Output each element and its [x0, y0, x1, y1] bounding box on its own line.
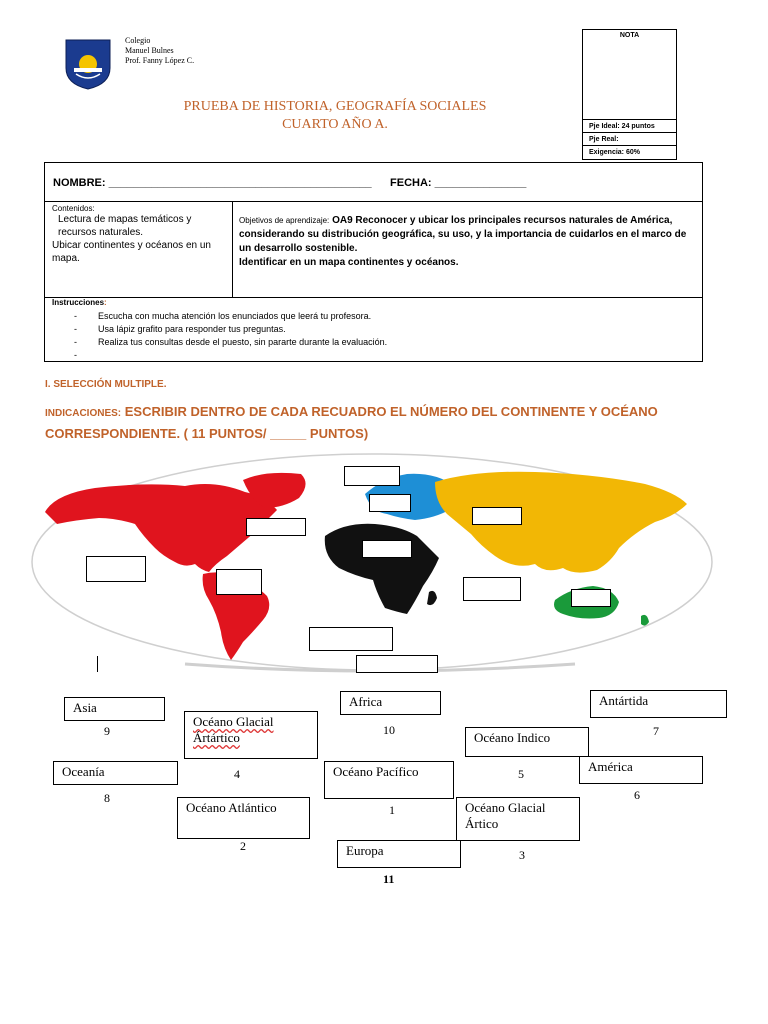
instruction-text: Realiza tus consultas desde el puesto, sin pararte durante la evaluación.	[98, 337, 388, 347]
option-africa: Africa	[340, 691, 441, 715]
instructions-colon: :	[104, 298, 107, 307]
list-dash: -	[74, 311, 77, 321]
instructions-list	[52, 310, 387, 362]
grade-box	[582, 29, 677, 160]
answer-box-antarctica[interactable]	[356, 655, 438, 673]
name-date-row	[53, 177, 526, 189]
school-info	[125, 36, 194, 66]
option-oceano-glacial-artico: Océano Glacial Ártico	[456, 797, 580, 841]
exam-title-line-1: PRUEBA DE HISTORIA, GEOGRAFÍA SOCIALES	[183, 99, 487, 114]
instruction-text: Escucha con mucha atención los enunciados que leerá tu profesora.	[98, 311, 372, 321]
option-oceano-glacial-artartico	[184, 711, 318, 759]
option-number: 10	[383, 723, 395, 737]
requirement: Exigencia: 60%	[583, 145, 676, 159]
option-europa: Europa	[337, 840, 461, 868]
section-indications	[45, 402, 705, 444]
objectives-text-2: Identificar en un mapa continentes y océanos.	[239, 257, 459, 268]
exam-title	[140, 98, 530, 134]
answer-box-asia[interactable]	[472, 507, 522, 525]
instructions-heading	[52, 298, 107, 307]
instructions-label: Instrucciones	[52, 298, 105, 307]
instruction-item	[52, 336, 387, 349]
school-line-2: Manuel Bulnes	[125, 46, 174, 55]
option-number: 5	[518, 767, 524, 781]
list-dash: -	[74, 337, 77, 347]
option-number: 2	[240, 839, 246, 853]
grade-label: NOTA	[619, 32, 640, 39]
list-dash: -	[74, 324, 77, 334]
answer-box-oceania[interactable]	[571, 589, 611, 607]
school-line-1: Colegio	[125, 36, 151, 45]
option-number: 7	[653, 724, 659, 738]
option-america: América	[579, 756, 703, 784]
instruction-item	[52, 323, 387, 336]
instruction-text: Usa lápiz grafito para responder tus preguntas.	[98, 324, 286, 334]
option-number: 6	[634, 788, 640, 802]
ideal-score: Pje Ideal: 24 puntos	[583, 119, 676, 133]
instruction-item	[52, 310, 387, 323]
option-label: Océano Glacial Ártártico	[193, 714, 274, 745]
option-number: 1	[389, 803, 395, 817]
contents-line-1: Lectura de mapas temáticos y recursos naturales.	[58, 214, 192, 238]
objectives-text: OA9 Reconocer y ubicar los principales recursos naturales de América, considerando su distribución geográfica, su uso, y la importancia de cuidarlos en el marco de un desarrollo sostenible.	[239, 215, 687, 254]
answer-box-africa[interactable]	[362, 540, 412, 558]
contents-text	[52, 213, 227, 265]
contents-heading: Contenidos:	[52, 204, 95, 213]
name-field[interactable]: NOMBRE: ___________________________________________	[53, 177, 372, 189]
option-asia: Asia	[64, 697, 165, 721]
option-oceano-indico: Océano Indico	[465, 727, 589, 757]
real-score: Pje Real:	[583, 132, 676, 146]
answer-box-pacific[interactable]	[86, 556, 146, 582]
teacher-name: Prof. Fanny López C.	[125, 56, 195, 65]
indications-text: ESCRIBIR DENTRO DE CADA RECUADRO EL NÚMERO DEL CONTINENTE Y OCÉANO CORRESPONDIENTE. ( 11 PUNTOS/ _____ PUNTOS)	[45, 404, 658, 441]
answer-box-north-america[interactable]	[246, 518, 306, 536]
option-number: 11	[383, 872, 395, 886]
option-oceano-pacifico: Océano Pacífico	[324, 761, 454, 799]
exam-title-line-2: CUARTO AÑO A.	[282, 117, 388, 132]
option-number: 8	[104, 791, 110, 805]
indications-prefix: INDICACIONES:	[45, 408, 122, 419]
objectives	[239, 214, 697, 270]
answer-box-indian[interactable]	[463, 577, 521, 601]
option-number: 9	[104, 724, 110, 738]
option-oceano-atlantico: Océano Atlántico	[177, 797, 310, 839]
date-field[interactable]: FECHA: _______________	[390, 177, 527, 189]
answer-box-arctic[interactable]	[344, 466, 400, 486]
list-dash: -	[74, 350, 77, 360]
option-number: 4	[234, 767, 240, 781]
option-antartida: Antártida	[590, 690, 727, 718]
answer-box-europe[interactable]	[369, 494, 411, 512]
instruction-item	[52, 349, 387, 362]
option-oceania: Oceanía	[53, 761, 178, 785]
contents-line-2: Ubicar continentes y océanos en un mapa.	[52, 240, 211, 264]
option-number: 3	[519, 848, 525, 862]
section-title: I. SELECCIÓN MULTIPLE.	[45, 379, 167, 390]
cursor-mark	[97, 656, 98, 672]
answer-box-south-america[interactable]	[216, 569, 262, 595]
answer-box-atlantic[interactable]	[309, 627, 393, 651]
school-logo	[62, 38, 114, 90]
objectives-prefix: Objetivos de aprendizaje:	[239, 216, 330, 225]
